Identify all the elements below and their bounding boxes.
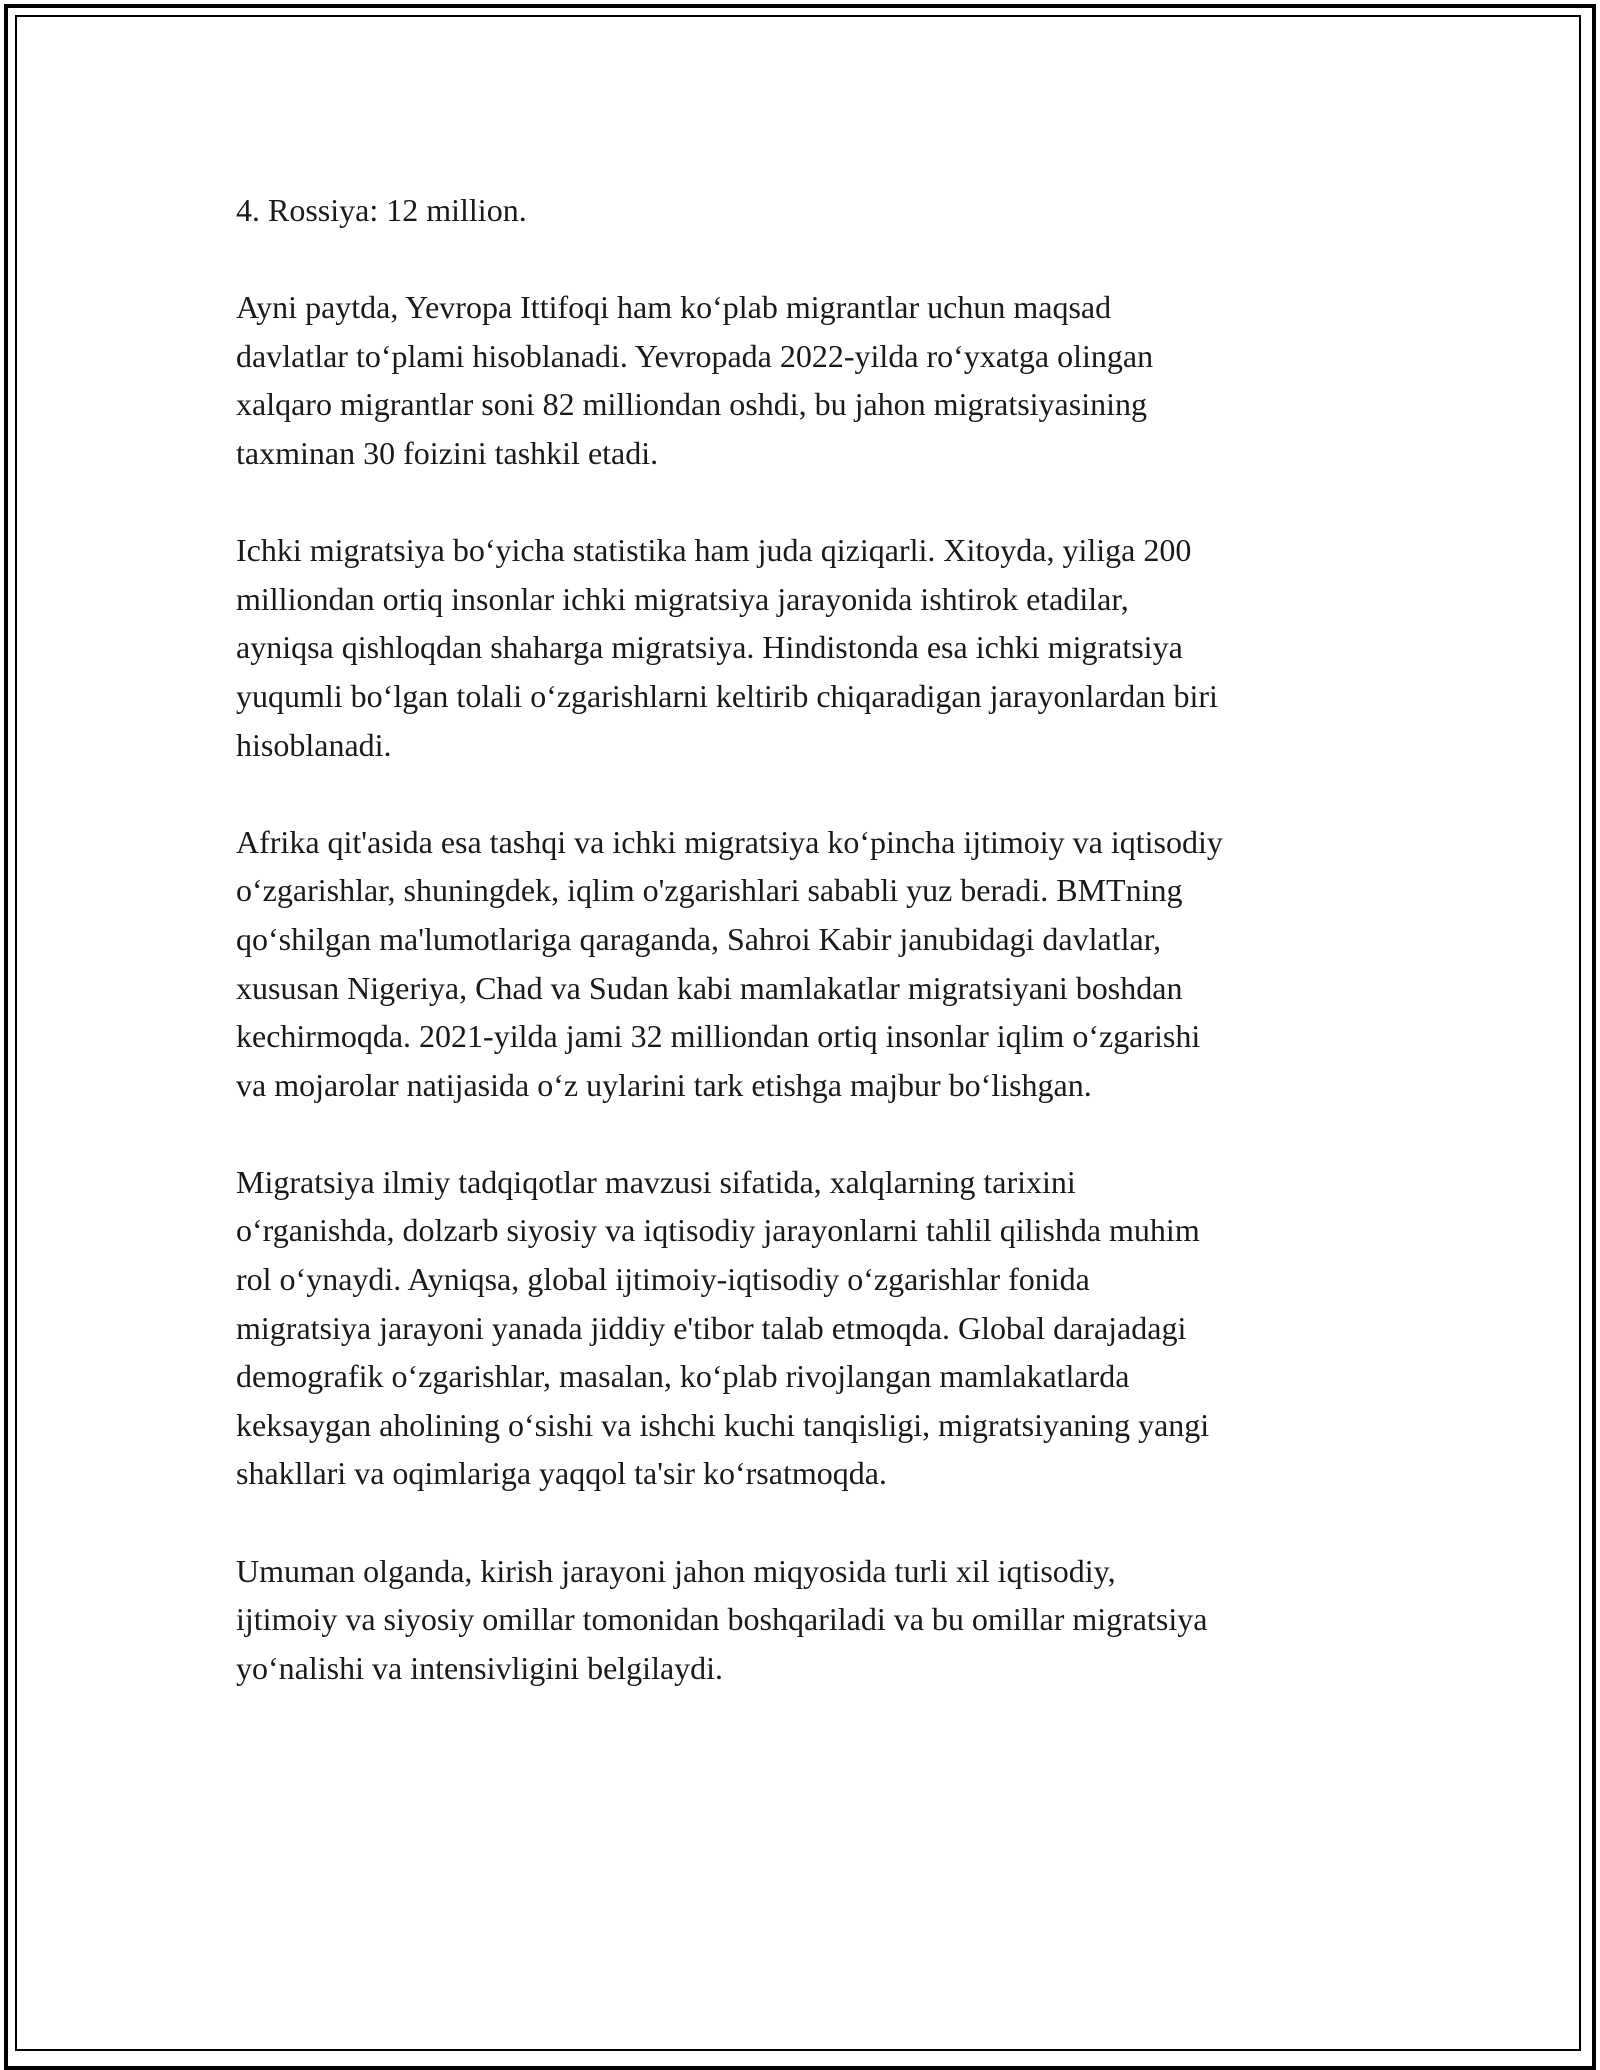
text-line: hisoblanadi. bbox=[236, 726, 392, 763]
text-line: kechirmoqda. 2021-yilda jami 32 milliondan ortiq insonlar iqlim o‘zgarishi bbox=[236, 1018, 1201, 1055]
text-line: shakllari va oqimlariga yaqqol ta'sir ko‘rsatmoqda. bbox=[236, 1455, 887, 1492]
text-line: Migratsiya ilmiy tadqiqotlar mavzusi sifatida, xalqlarning tarixini bbox=[236, 1163, 1076, 1200]
text-line: davlatlar to‘plami hisoblanadi. Yevropada 2022-yilda ro‘yxatga olingan bbox=[236, 337, 1154, 374]
text-line: o‘rganishda, dolzarb siyosiy va iqtisodiy jarayonlarni tahlil qilishda muhim bbox=[236, 1212, 1200, 1249]
text-line: o‘zgarishlar, shuningdek, iqlim o'zgarishlari sababli yuz beradi. BMTning bbox=[236, 872, 1183, 909]
text-line: demografik o‘zgarishlar, masalan, ko‘plab rivojlangan mamlakatlarda bbox=[236, 1358, 1130, 1395]
text-line: Umuman olganda, kirish jarayoni jahon miqyosida turli xil iqtisodiy, bbox=[236, 1552, 1116, 1589]
text-line: rol o‘ynaydi. Ayniqsa, global ijtimoiy-iqtisodiy o‘zgarishlar fonida bbox=[236, 1261, 1090, 1298]
text-line: migratsiya jarayoni yanada jiddiy e'tibor talab etmoqda. Global darajadagi bbox=[236, 1309, 1187, 1346]
text-line: 4. Rossiya: 12 million. bbox=[236, 192, 527, 228]
text-line: xalqaro migrantlar soni 82 milliondan oshdi, bu jahon migratsiyasining bbox=[236, 386, 1147, 423]
text-line: xususan Nigeriya, Chad va Sudan kabi mamlakatlar migratsiyani boshdan bbox=[236, 969, 1183, 1006]
text-line: Ichki migratsiya bo‘yicha statistika ham juda qiziqarli. Xitoyda, yiliga 200 bbox=[236, 532, 1192, 569]
paragraph-ilmiy-tadqiqotlar bbox=[236, 1158, 1376, 1498]
paragraph-afrika bbox=[236, 818, 1376, 1110]
text-line: milliondan ortiq insonlar ichki migratsiya jarayonida ishtirok etadilar, bbox=[236, 580, 1129, 617]
text-line: va mojarolar natijasida o‘z uylarini tark etishga majbur bo‘lishgan. bbox=[236, 1066, 1092, 1103]
text-line: taxminan 30 foizini tashkil etadi. bbox=[236, 434, 659, 471]
document-body bbox=[236, 186, 1376, 1741]
text-line: ijtimoiy va siyosiy omillar tomonidan boshqariladi va bu omillar migratsiya bbox=[236, 1601, 1208, 1638]
paragraph-yevropa bbox=[236, 283, 1376, 477]
text-line: Ayni paytda, Yevropa Ittifoqi ham ko‘plab migrantlar uchun maqsad bbox=[236, 289, 1112, 326]
text-line: yo‘nalishi va intensivligini belgilaydi. bbox=[236, 1649, 724, 1686]
text-line: keksaygan aholining o‘sishi va ishchi kuchi tanqisligi, migratsiyaning yangi bbox=[236, 1406, 1210, 1443]
paragraph-ichki-migratsiya bbox=[236, 526, 1376, 769]
paragraph-list-item-rossiya bbox=[236, 186, 1376, 235]
text-line: yuqumli bo‘lgan tolali o‘zgarishlarni keltirib chiqaradigan jarayonlardan biri bbox=[236, 677, 1218, 714]
paragraph-umuman-olganda bbox=[236, 1547, 1376, 1693]
text-line: qo‘shilgan ma'lumotlariga qaraganda, Sahroi Kabir janubidagi davlatlar, bbox=[236, 920, 1162, 957]
text-line: ayniqsa qishloqdan shaharga migratsiya. Hindistonda esa ichki migratsiya bbox=[236, 629, 1183, 666]
text-line: Afrika qit'asida esa tashqi va ichki migratsiya ko‘pincha ijtimoiy va iqtisodiy bbox=[236, 823, 1223, 860]
